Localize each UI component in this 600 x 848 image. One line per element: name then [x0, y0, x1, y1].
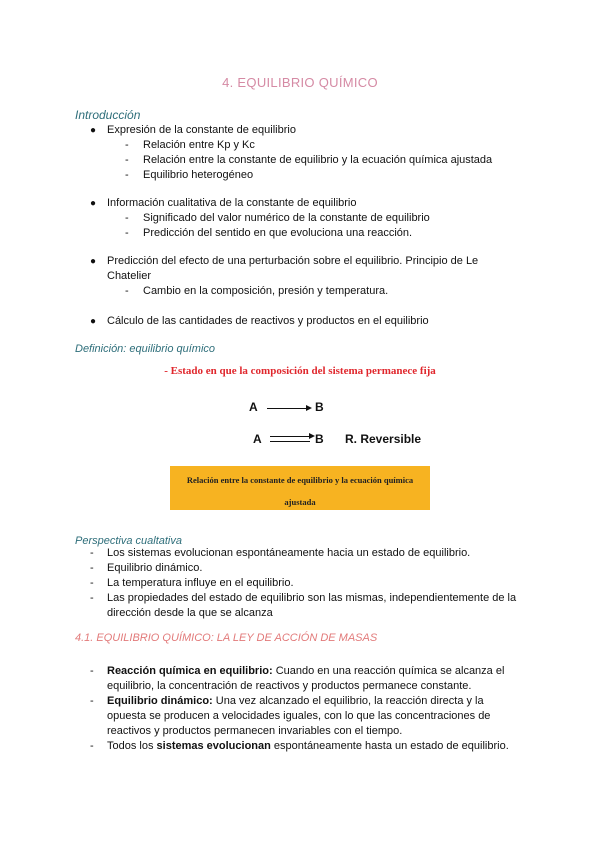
dash-icon: -	[90, 665, 94, 677]
section-heading-definicion: Definición: equilibrio químico	[75, 343, 216, 355]
dash-icon: -	[90, 740, 94, 752]
forward-arrow	[270, 436, 310, 437]
sub-item: - Relación entre Kp y Kc	[125, 139, 255, 151]
reactant-label: A	[249, 400, 258, 414]
sub-list	[107, 211, 527, 241]
definition-text: - Estado en que la composición del sistema permanece fija	[164, 365, 436, 377]
highlight-box: Relación entre la constante de equilibrio y la ecuación química ajustada	[170, 466, 430, 510]
sub-item: - Significado del valor numérico de la constante de equilibrio	[125, 212, 430, 224]
list-item: ● Expresión de la constante de equilibrio - Relación entre Kp y Kc - Relación entre la constante de equilibrio y la ecuación química ajustada - Equilibrio heterogéneo	[107, 123, 527, 183]
list-item: - Las propiedades del estado de equilibrio son las mismas, independientemente de la dirección desde la que se alcanza	[90, 592, 517, 619]
reverse-arrow	[270, 441, 310, 442]
perspective-list	[90, 546, 527, 621]
list-item: - Equilibrio dinámico: Una vez alcanzado el equilibrio, la reacción directa y la opuesta se producen a velocidades iguales, con lo que las concentraciones de reactivos y productos permanecen invariables con el tiempo.	[90, 695, 491, 737]
intro-list	[90, 314, 527, 329]
list-item: - Equilibrio dinámico.	[90, 562, 203, 574]
dash-icon: -	[125, 169, 129, 181]
sub-item: - Equilibrio heterogéneo	[125, 169, 254, 181]
sub-item: - Predicción del sentido en que evoluciona una reacción.	[125, 227, 413, 239]
product-label: B	[315, 432, 324, 446]
reversible-label: R. Reversible	[345, 432, 422, 446]
intro-list	[90, 123, 527, 183]
list-item: - La temperatura influye en el equilibrio.	[90, 577, 294, 589]
law-list	[90, 664, 527, 754]
product-label: B	[315, 400, 324, 414]
list-item: - Reacción química en equilibrio: Cuando en una reacción química se alcanza el equilibrio, la concentración de reactivos y productos permanece constante.	[90, 665, 505, 692]
page-title: 4. EQUILIBRIO QUÍMICO	[222, 75, 378, 90]
dash-icon: -	[125, 139, 129, 151]
sub-list	[107, 284, 527, 299]
reactant-label: A	[253, 432, 262, 446]
arrow-head-icon	[306, 405, 312, 411]
dash-icon: -	[90, 695, 94, 707]
dash-icon: -	[125, 285, 129, 297]
bullet-icon: ●	[90, 316, 97, 327]
forward-arrow	[267, 408, 307, 409]
bullet-icon: ●	[90, 198, 97, 209]
list-item: ● Cálculo de las cantidades de reactivos y productos en el equilibrio	[90, 315, 429, 327]
intro-list	[90, 196, 527, 241]
dash-icon: -	[90, 592, 94, 604]
section-heading-introduccion: Introducción	[75, 108, 141, 122]
dash-icon: -	[90, 562, 94, 574]
sub-list	[107, 138, 527, 183]
list-item: - Los sistemas evolucionan espontáneamente hacia un estado de equilibrio.	[90, 547, 471, 559]
sub-item: - Relación entre la constante de equilibrio y la ecuación química ajustada	[125, 154, 493, 166]
dash-icon: -	[125, 154, 129, 166]
bullet-icon: ●	[90, 125, 97, 136]
dash-icon: -	[90, 577, 94, 589]
dash-icon: -	[125, 227, 129, 239]
dash-icon: -	[125, 212, 129, 224]
list-item: - Todos los sistemas evolucionan espontáneamente hasta un estado de equilibrio.	[90, 740, 509, 752]
section-heading-ley-accion-masas: 4.1. EQUILIBRIO QUÍMICO: LA LEY DE ACCIÓN DE MASAS	[75, 632, 378, 644]
list-item: ● Predicción del efecto de una perturbación sobre el equilibrio. Principio de Le Chatelier - Cambio en la composición, presión y temperatura.	[107, 254, 527, 299]
bullet-icon: ●	[90, 256, 97, 267]
intro-list	[90, 254, 527, 299]
section-heading-perspectiva: Perspectiva cualtativa	[75, 535, 182, 547]
dash-icon: -	[90, 547, 94, 559]
sub-item: - Cambio en la composición, presión y temperatura.	[125, 285, 389, 297]
list-item: ● Información cualitativa de la constante de equilibrio - Significado del valor numérico de la constante de equilibrio - Predicción del sentido en que evoluciona una reacción.	[107, 196, 527, 241]
